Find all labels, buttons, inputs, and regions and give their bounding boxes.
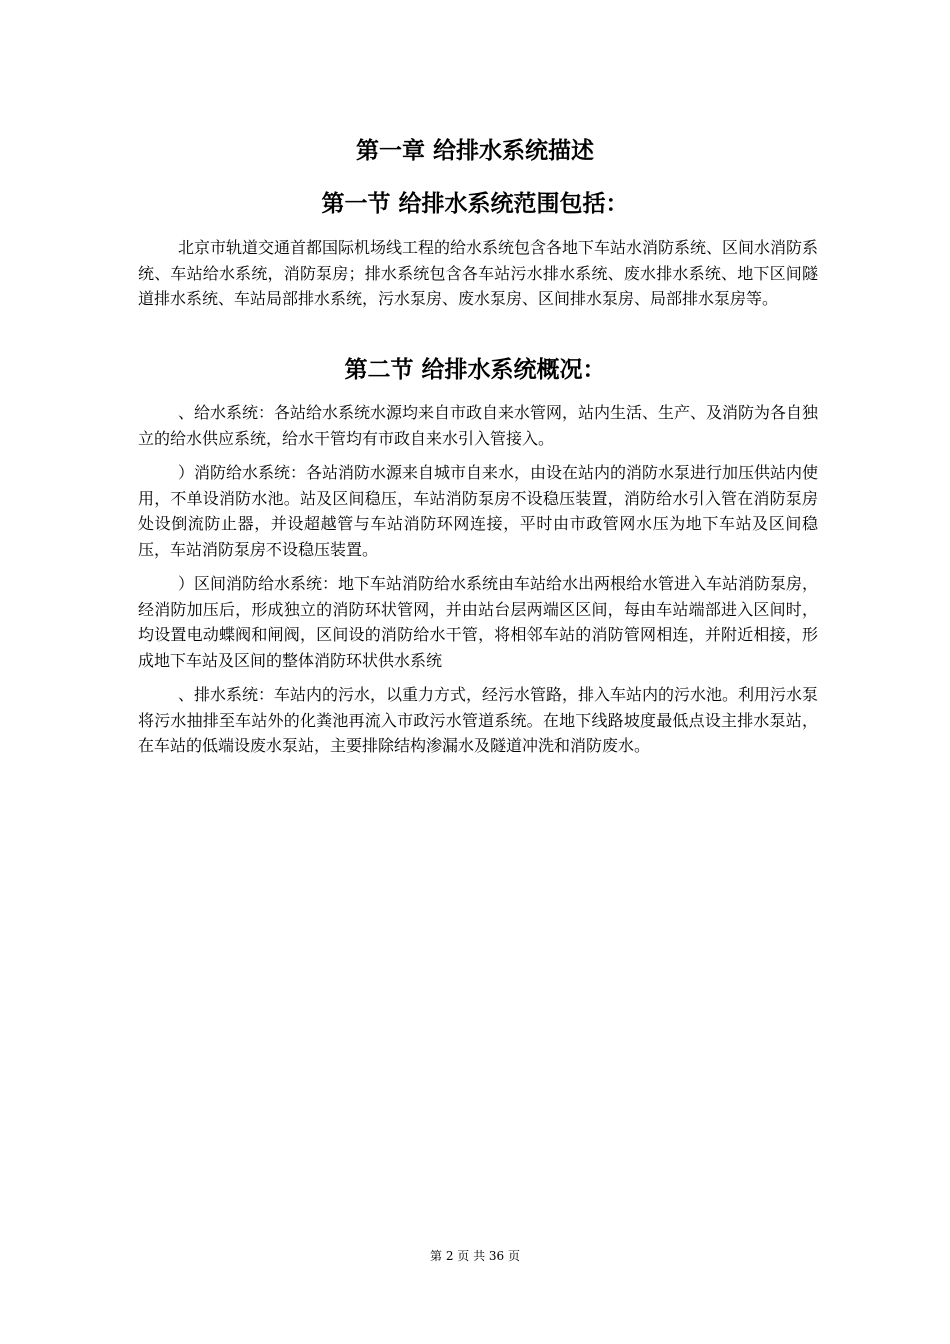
section-1-title: 第一节 给排水系统范围包括： xyxy=(321,191,629,217)
tunnel-fire-water-paragraph: ）区间消防给水系统：地下车站消防给水系统由车站给水出两根给水管进入车站消防泵房，经消防加压后，形成独立的消防环状管网，并由站台层两端区区间，每由车站端部进入区间时，均设置电动蝶阀和闸阀，区间设的消防给水干管，将相邻车站的消防管网相连，并附近相接，形成地下车站及区间的整体消防环状供水系统 xyxy=(138,574,819,670)
page-number-footer: 第 2 页 共 36 页 xyxy=(430,1249,520,1263)
drainage-paragraph: 、排水系统：车站内的污水，以重力方式，经污水管路，排入车站内的污水池。利用污水泵将污水抽排至车站外的化粪池再流入市政污水管道系统。在地下线路坡度最低点设主排水泵站，在车站的低端设废水泵站，主要排除结构渗漏水及隧道冲洗和消防废水。 xyxy=(138,685,819,755)
section-1-paragraph: 北京市轨道交通首都国际机场线工程的给水系统包含各地下车站水消防系统、区间水消防系统、车站给水系统，消防泵房；排水系统包含各车站污水排水系统、废水排水系统、地下区间隧道排水系统、车站局部排水系统，污水泵房、废水泵房、区间排水泵房、局部排水泵房等。 xyxy=(138,238,819,308)
fire-water-supply-paragraph: ）消防给水系统：各站消防水源来自城市自来水，由设在站内的消防水泵进行加压供站内使用，不单设消防水池。站及区间稳压，车站消防泵房不设稳压装置，消防给水引入管在消防泵房处设倒流防止器，并设超越管与车站消防环网连接，平时由市政管网水压为地下车站及区间稳压，车站消防泵房不设稳压装置。 xyxy=(138,463,819,559)
water-supply-paragraph: 、给水系统：各站给水系统水源均来自市政自来水管网，站内生活、生产、及消防为各自独立的给水供应系统，给水干管均有市政自来水引入管接入。 xyxy=(138,403,819,448)
chapter-title: 第一章 给排水系统描述 xyxy=(355,138,594,164)
section-2-title: 第二节 给排水系统概况： xyxy=(344,357,606,383)
